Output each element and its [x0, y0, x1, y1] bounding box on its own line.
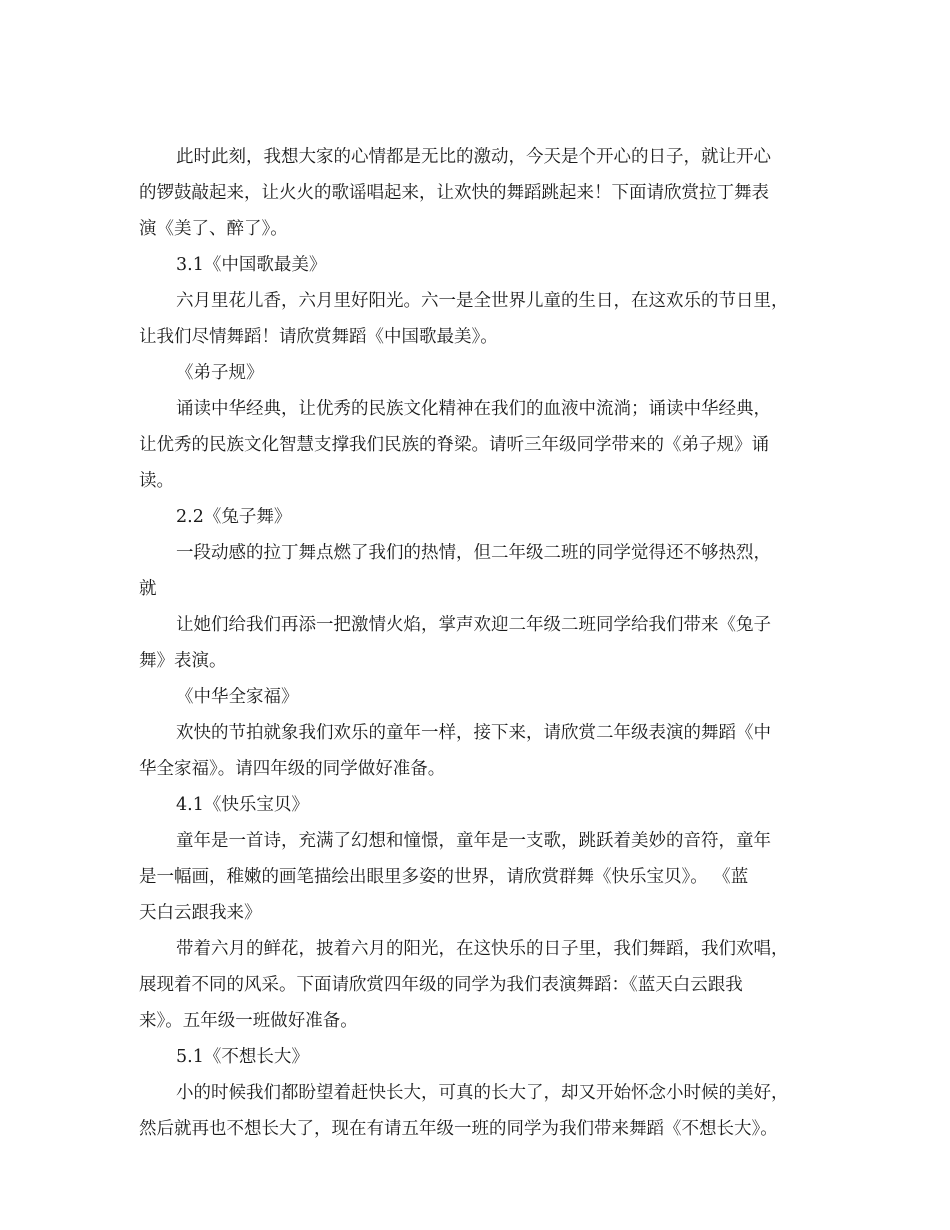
paragraph-line: 展现着不同的风采。下面请欣赏四年级的同学为我们表演舞蹈：《蓝天白云跟我: [139, 975, 743, 995]
section-heading: 《中华全家福》: [176, 687, 299, 707]
section-heading: 《弟子规》: [176, 363, 264, 383]
section-heading: 5.1《不想长大》: [176, 1047, 309, 1067]
paragraph-line: 舞》表演。: [139, 651, 227, 671]
paragraph-line: 诵读中华经典，让优秀的民族文化精神在我们的血液中流淌；诵读中华经典，: [176, 399, 771, 419]
paragraph-line: 的锣鼓敲起来，让火火的歌谣唱起来，让欢快的舞蹈跳起来！下面请欣赏拉丁舞表: [139, 183, 769, 203]
paragraph-line: 欢快的节拍就象我们欢乐的童年一样，接下来，请欣赏二年级表演的舞蹈《中: [176, 723, 771, 743]
paragraph-line: 小的时候我们都盼望着赶快长大，可真的长大了，却又开始怀念小时候的美好，: [176, 1083, 789, 1103]
paragraph-line: 是一幅画，稚嫩的画笔描绘出眼里多姿的世界，请欣赏群舞《快乐宝贝》。 《蓝: [139, 867, 749, 887]
paragraph-line: 就: [139, 579, 157, 599]
paragraph-line: 让我们尽情舞蹈！请欣赏舞蹈《中国歌最美》。: [139, 327, 498, 347]
paragraph-line: 演《美了、醉了》。: [139, 219, 288, 239]
paragraph-line: 童年是一首诗，充满了幻想和憧憬，童年是一支歌，跳跃着美妙的音符，童年: [176, 831, 771, 851]
paragraph-line: 让她们给我们再添一把激情火焰，掌声欢迎二年级二班同学给我们带来《兔子: [176, 615, 771, 635]
paragraph-line: 一段动感的拉丁舞点燃了我们的热情，但二年级二班的同学觉得还不够热烈，: [176, 543, 771, 563]
paragraph-line: 此时此刻，我想大家的心情都是无比的激动，今天是个开心的日子，就让开心: [176, 147, 771, 167]
paragraph-line: 带着六月的鲜花，披着六月的阳光，在这快乐的日子里，我们舞蹈，我们欢唱，: [176, 939, 789, 959]
paragraph-line: 天白云跟我来》: [139, 903, 262, 923]
section-heading: 3.1《中国歌最美》: [176, 255, 327, 275]
section-heading: 4.1《快乐宝贝》: [176, 795, 309, 815]
paragraph-line: 读。: [139, 471, 174, 491]
section-heading: 2.2《兔子舞》: [176, 507, 292, 527]
paragraph-line: 然后就再也不想长大了，现在有请五年级一班的同学为我们带来舞蹈《不想长大》。: [139, 1119, 778, 1139]
paragraph-line: 来》。五年级一班做好准备。: [139, 1011, 358, 1031]
paragraph-line: 华全家福》。请四年级的同学做好准备。: [139, 759, 446, 779]
paragraph-line: 六月里花儿香，六月里好阳光。六一是全世界儿童的生日，在这欢乐的节日里，: [176, 291, 789, 311]
paragraph-line: 让优秀的民族文化智慧支撑我们民族的脊梁。请听三年级同学带来的《弟子规》诵: [139, 435, 769, 455]
